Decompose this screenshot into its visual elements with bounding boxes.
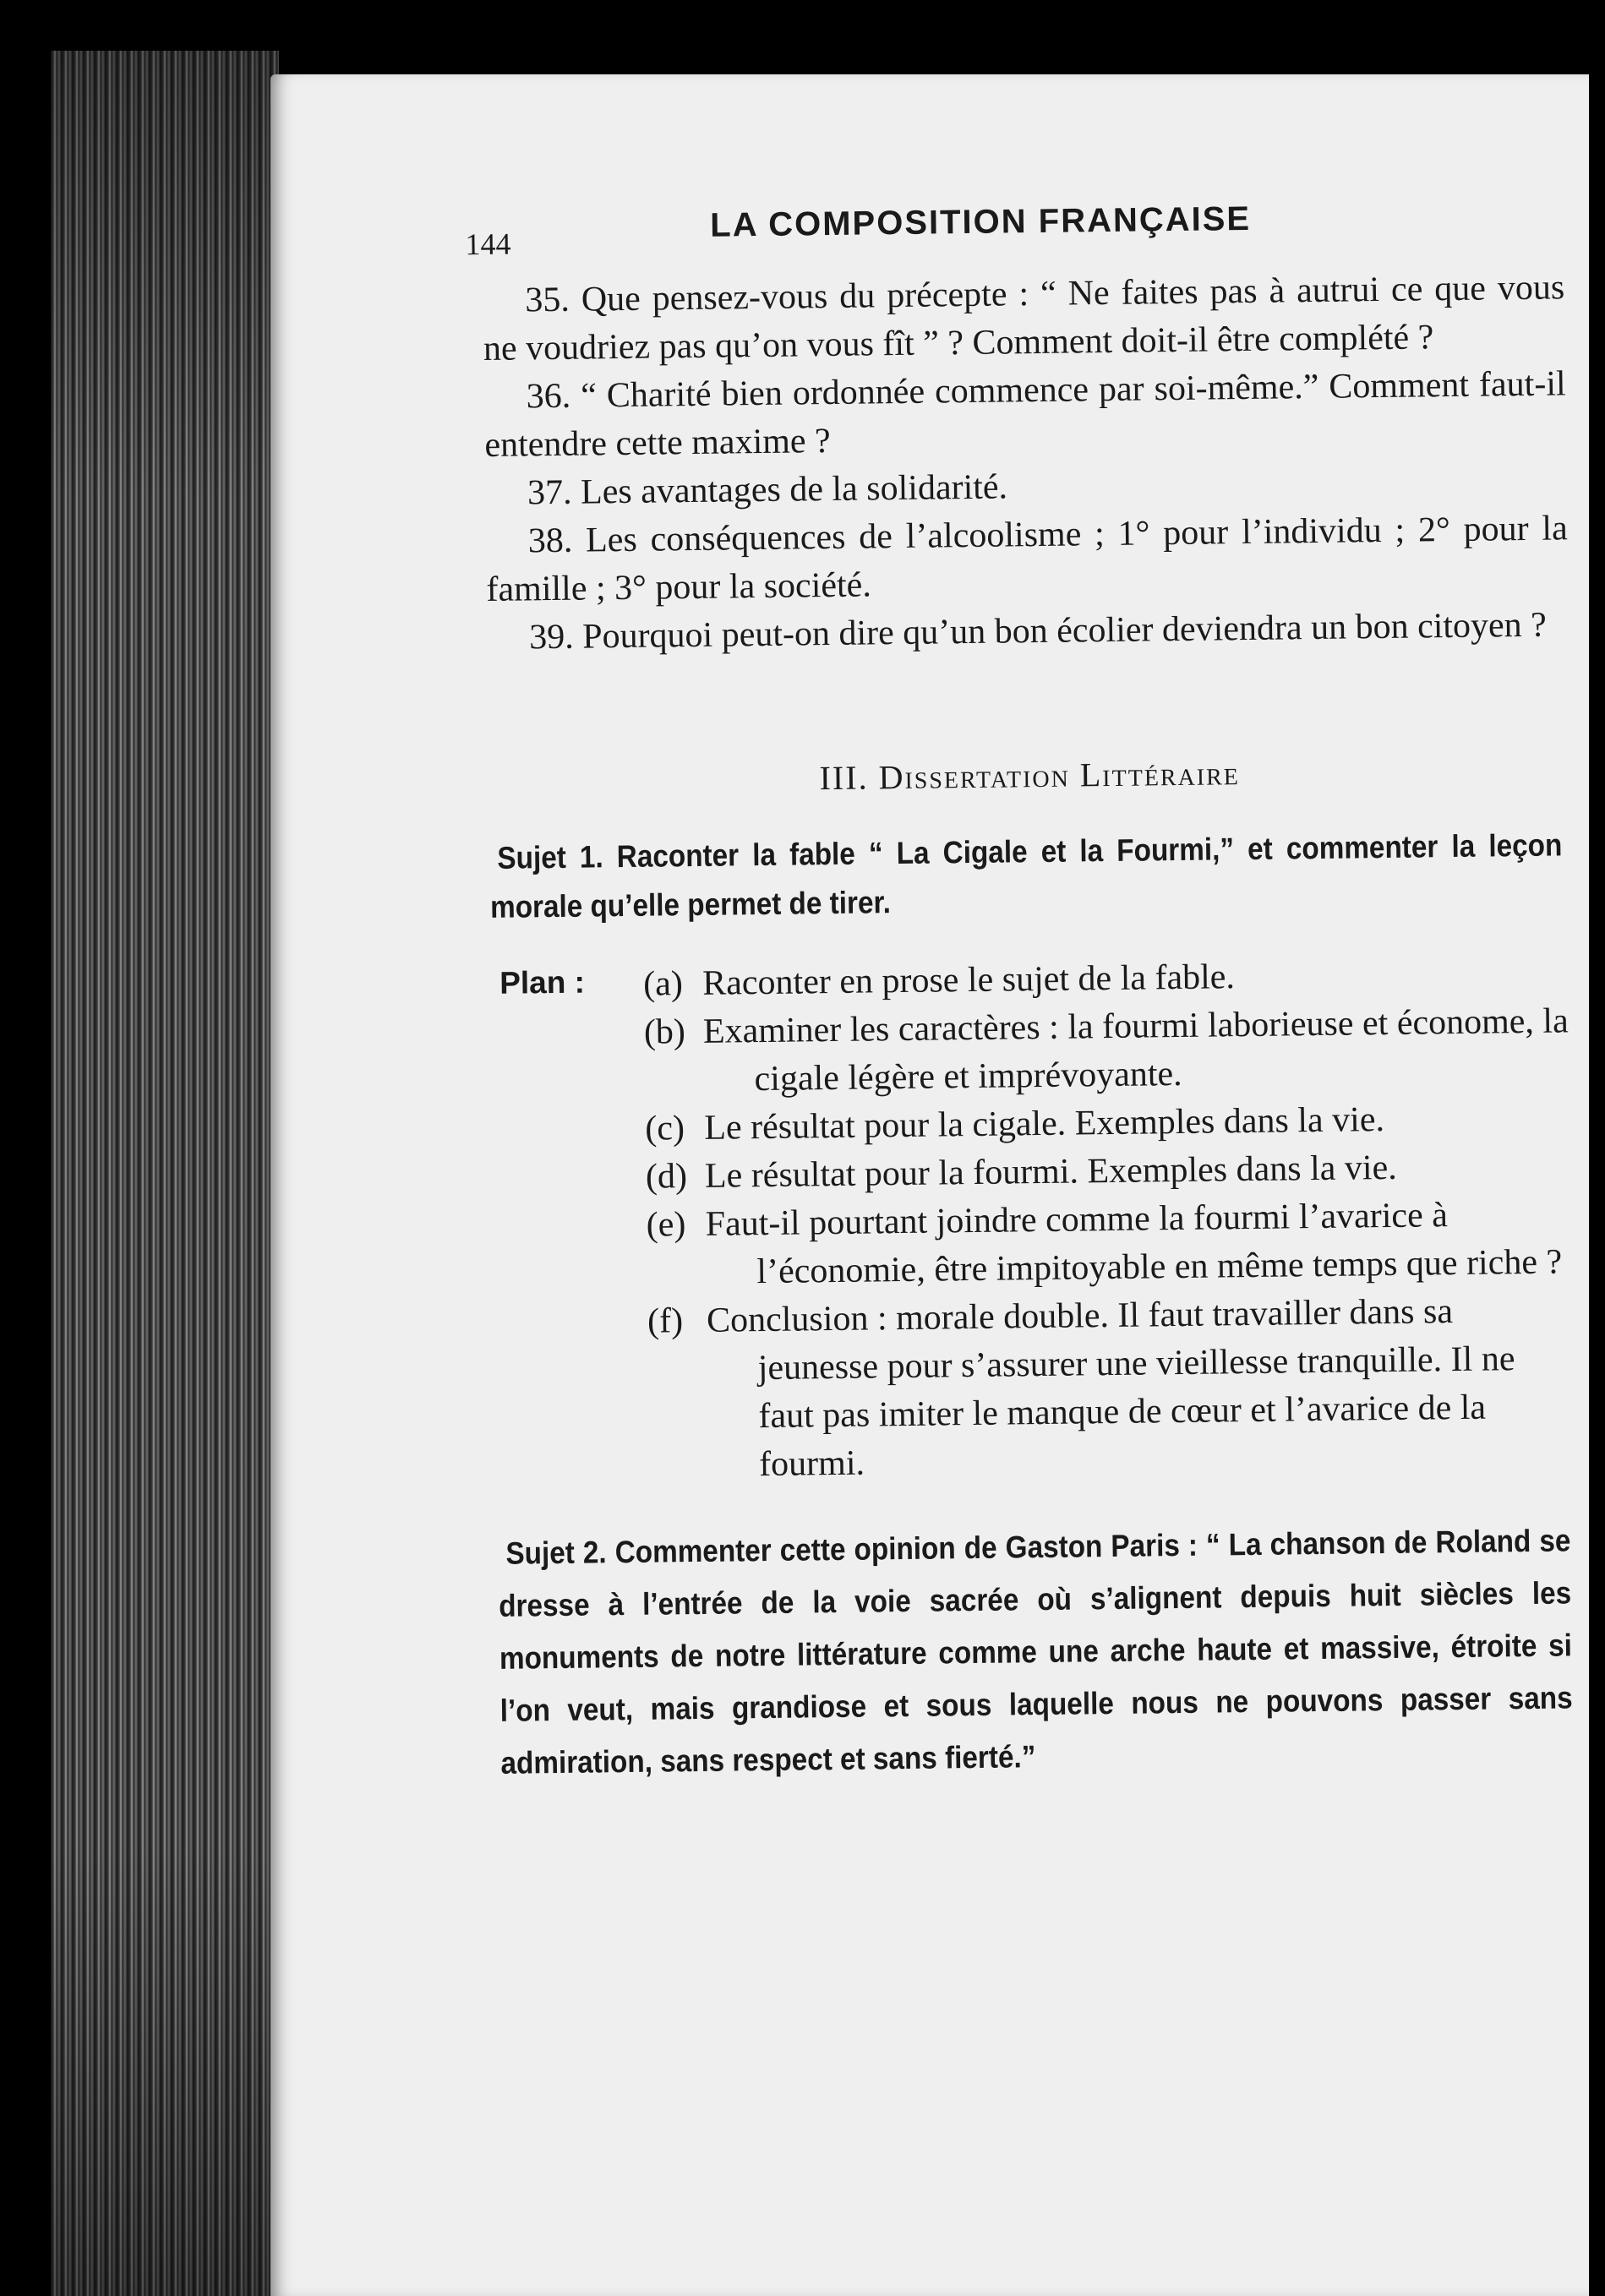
question-35: 35. Que pensez-vous du précepte : “ Ne faites pas à autrui ce que vous ne voudriez pas qu’on vous fît ” ? Comment doit-il être complété ? [483, 268, 1565, 368]
running-head: LA COMPOSITION FRANÇAISE [709, 199, 1252, 244]
plan [491, 949, 1580, 1492]
plan-item-letter: (d) [645, 1157, 688, 1197]
sujet-1: Sujet 1. Raconter la fable “ La Cigale et la Fourmi,” et commenter la leçon morale qu’elle permet de tirer. [489, 827, 1563, 924]
plan-item-letter: (b) [643, 1012, 686, 1052]
plan-item-text: Conclusion : morale double. Il faut travailler dans sa jeunesse pour s’assurer une vieillesse tranquille. Il ne faut pas imiter le manque de cœur et l’avarice de la fourmi. [706, 1292, 1515, 1485]
page-header [465, 196, 1564, 277]
plan-item-letter: (c) [645, 1109, 685, 1148]
question-37: 37. Les avantages de la solidarité. [527, 467, 1008, 513]
plan-item-letter: (a) [642, 964, 684, 1004]
question-39: 39. Pourquoi peut-on dire qu’un bon écolier deviendra un bon citoyen ? [528, 605, 1548, 657]
plan-item-letter: (f) [647, 1301, 684, 1341]
plan-item-text: Raconter en prose le sujet de la fable. [702, 957, 1236, 1003]
book-page [270, 74, 1589, 2296]
question-list [483, 264, 1569, 663]
question-36: 36. “ Charité bien ordonnée commence par soi-même.” Comment faut-il entendre cette maxime ? [484, 364, 1566, 465]
plan-item-text: Le résultat pour la fourmi. Exemples dans la vie. [704, 1148, 1397, 1196]
page-number: 144 [465, 226, 511, 262]
plan-item-text: Le résultat pour la cigale. Exemples dans la vie. [704, 1100, 1385, 1148]
plan-label: Plan : [499, 964, 586, 1001]
question-38: 38. Les conséquences de l’alcoolisme ; 1° pour l’individu ; 2° pour la famille ; 3° pour la société. [486, 509, 1568, 609]
plan-item-f [647, 1286, 1580, 1490]
section-title: III. Dissertation Littéraire [819, 754, 1241, 798]
page-content [465, 196, 1583, 1789]
plan-item-text: Faut-il pourtant joindre comme la fourmi l’avarice à l’économie, être impitoyable en même temps que riche ? [705, 1196, 1563, 1292]
sujet-2: Sujet 2. Commenter cette opinion de Gaston Paris : “ La chanson de Roland se dresse à l’entrée de la voie sacrée où s’alignent depuis huit siècles les monuments de notre littérature comme une arche haute et massive, étroite si l’on veut, mais grandiose et sous laquelle nous ne pouvons passer sans admiration, sans respect et sans fierté.” [498, 1523, 1573, 1781]
plan-item-e [646, 1190, 1576, 1297]
plan-item-b [643, 997, 1575, 1104]
plan-item-letter: (e) [646, 1205, 686, 1245]
book-page-edges [51, 51, 279, 2296]
plan-item-text: Examiner les caractères : la fourmi laborieuse et économe, la cigale légère et imprévoyante. [702, 1001, 1569, 1099]
